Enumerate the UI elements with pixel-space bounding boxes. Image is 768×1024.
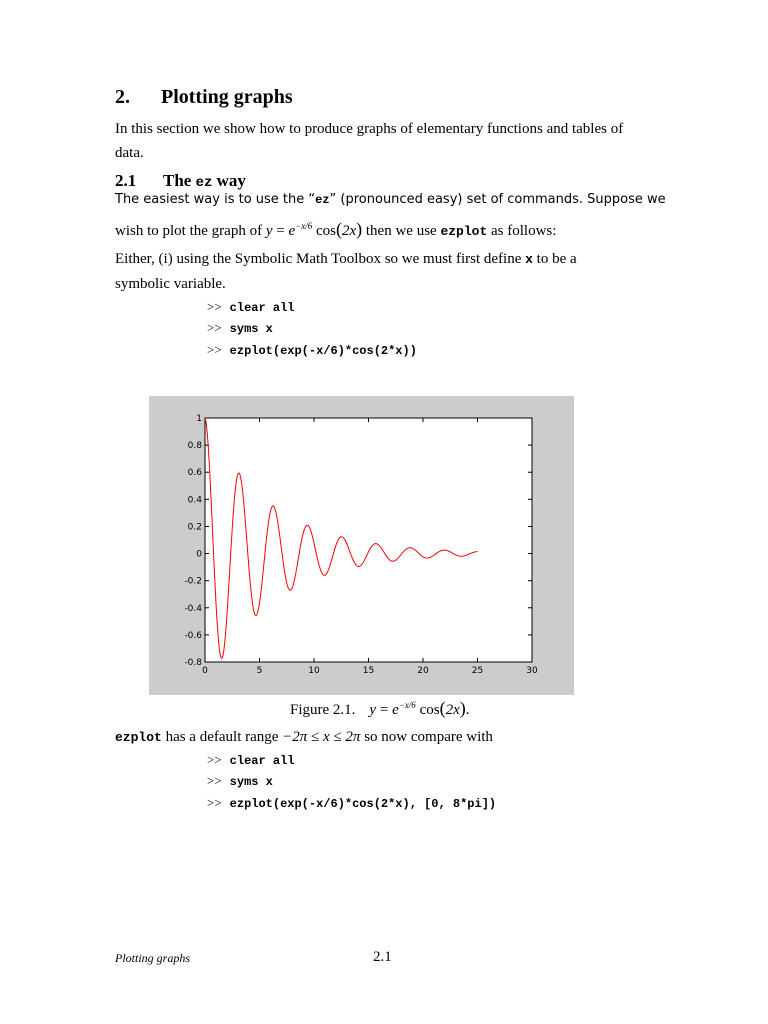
section-title: Plotting graphs (161, 86, 293, 108)
caption-formula-arg-open: ( (439, 698, 446, 718)
section-number: 2. (115, 86, 130, 108)
figure-plot (149, 396, 574, 695)
caption-formula-arg: 2x (445, 702, 460, 718)
caption-formula-base: e (392, 702, 399, 718)
para1-line2-c: as follows: (487, 223, 557, 239)
para2-text-b: to be a (532, 251, 577, 267)
para2-line-1 (115, 251, 577, 268)
x-tick-label: 30 (526, 666, 538, 676)
para3-line (115, 729, 493, 746)
formula-eq: = (272, 223, 289, 239)
code-command: syms x (229, 775, 273, 789)
y-tick-label: -0.8 (184, 658, 202, 668)
y-tick-label: 0.6 (187, 468, 202, 479)
formula-base: e (288, 223, 296, 239)
code-line (207, 752, 294, 768)
para1-code-ez: ez (315, 193, 330, 207)
formula-arg: 2x (341, 223, 357, 239)
code-command: clear all (229, 301, 295, 315)
y-tick-label: 1 (196, 414, 202, 424)
para3-text-b: so now compare with (360, 729, 493, 745)
code-line (207, 795, 496, 811)
x-tick-label: 10 (308, 666, 320, 676)
footer-running-title: Plotting graphs (115, 951, 191, 965)
code-prompt: >> (207, 795, 222, 810)
formula-arg-open: ( (335, 219, 342, 239)
code-prompt: >> (207, 299, 222, 314)
para2-text-a: Either, (i) using the Symbolic Math Toolbox so we must first define (115, 251, 526, 267)
section-heading (115, 86, 293, 109)
para3-range: −2π ≤ x ≤ 2π (282, 729, 361, 745)
caption-formula-exp: −x/6 (398, 700, 416, 710)
formula-func: cos (312, 223, 336, 239)
y-tick-label: 0.8 (187, 441, 202, 452)
subsection-title-pre: The (163, 171, 196, 190)
para2-line-2: symbolic variable. (115, 276, 226, 292)
x-tick-label: 5 (256, 666, 263, 676)
para1-text-a: The easiest way is to use the “ (115, 192, 316, 207)
code-prompt: >> (207, 320, 222, 335)
para1-line-2 (115, 219, 556, 240)
code-command: syms x (229, 322, 273, 336)
caption-formula-eq: = (376, 702, 393, 718)
figure-caption (290, 698, 469, 719)
y-tick-label: 0.4 (187, 495, 202, 506)
subsection-heading (115, 171, 246, 191)
code-command: ezplot(exp(-x/6)*cos(2*x), [0, 8*pi]) (229, 797, 497, 811)
code-prompt: >> (207, 342, 222, 357)
caption-formula-lhs: y (369, 702, 377, 718)
y-tick-label: -0.6 (184, 630, 202, 641)
y-tick-label: 0.2 (187, 522, 202, 533)
plot-axes-box (205, 418, 532, 662)
caption-formula-func: cos (415, 702, 440, 718)
x-tick-label: 25 (471, 666, 484, 676)
x-tick-label: 20 (417, 666, 429, 676)
code-line (207, 320, 273, 336)
y-tick-label: -0.4 (184, 603, 202, 614)
para2-code-x: x (525, 252, 533, 267)
code-prompt: >> (207, 773, 222, 788)
caption-label: Figure 2.1. (290, 702, 356, 718)
caption-end: . (465, 702, 470, 718)
para1-code-ezplot: ezplot (440, 224, 488, 239)
code-prompt: >> (207, 752, 222, 767)
formula-lhs: y (265, 223, 273, 239)
code-line (207, 773, 273, 789)
para1-line-1 (115, 192, 666, 207)
para1-line2-a: wish to plot the graph of (115, 223, 266, 239)
subsection-title-code: ez (195, 175, 213, 191)
para1-text-b: ” (pronounced easy) set of commands. Suppose we (329, 192, 666, 207)
code-line (207, 342, 417, 358)
intro-line-2: data. (115, 145, 144, 161)
para1-line2-b: then we use (362, 223, 441, 239)
x-tick-label: 0 (202, 666, 208, 676)
para3-text-a: has a default range (161, 729, 283, 745)
y-tick-label: 0 (196, 549, 202, 560)
formula-exp: −x/6 (295, 221, 313, 231)
y-tick-label: -0.2 (184, 576, 202, 587)
subsection-title-post: way (212, 171, 246, 190)
code-command: clear all (229, 754, 295, 768)
caption-formula-arg-close: ) (459, 698, 466, 718)
formula-arg-close: ) (356, 219, 363, 239)
intro-line-1: In this section we show how to produce graphs of elementary functions and tables of (115, 121, 624, 137)
code-command: ezplot(exp(-x/6)*cos(2*x)) (229, 344, 417, 358)
para3-code-ezplot: ezplot (115, 730, 162, 745)
footer-page-number: 2.1 (373, 949, 392, 965)
x-tick-label: 15 (362, 666, 375, 676)
subsection-number: 2.1 (115, 171, 137, 190)
code-line (207, 299, 294, 315)
